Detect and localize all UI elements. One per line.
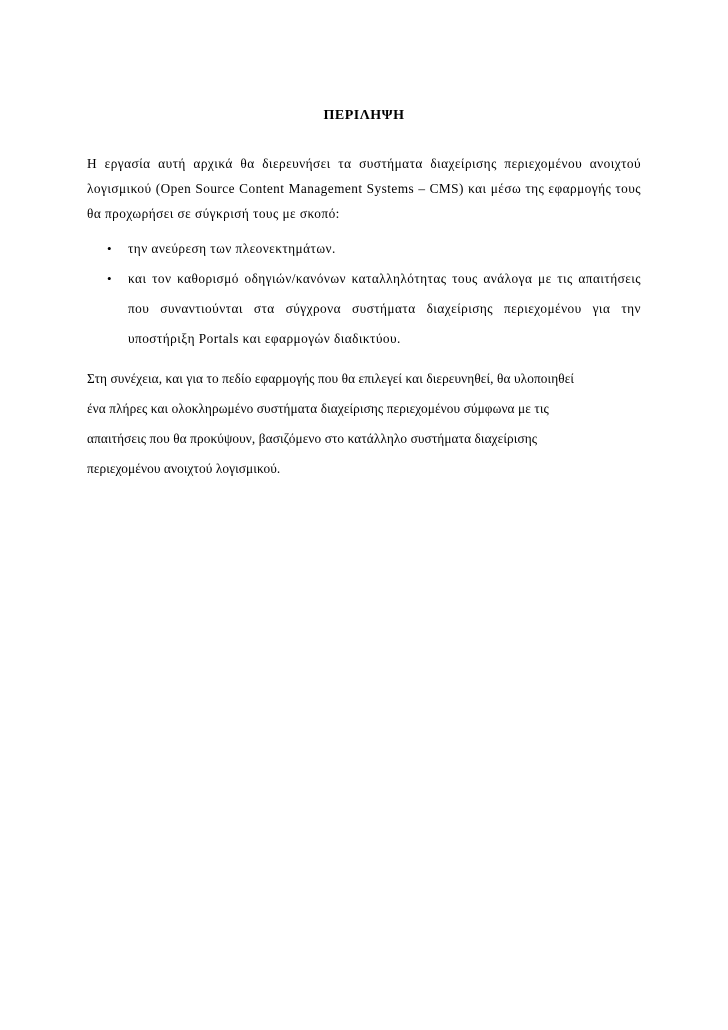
page-title xyxy=(0,108,728,124)
closing-paragraph xyxy=(87,364,641,484)
list-item-text: την ανεύρεση των πλεονεκτημάτων. xyxy=(128,241,336,256)
bullet-icon: • xyxy=(107,271,113,286)
page-title-text: ΠΕΡΙΛΗΨΗ xyxy=(323,108,405,123)
closing-line: ένα πλήρες και ολοκληρωμένο συστήματα διαχείρισης περιεχομένου σύμφωνα με τις xyxy=(87,401,549,416)
list-item-text: και τον καθορισμό οδηγιών/κανόνων καταλληλότητας τους ανάλογα με τις απαιτήσεις που συναντιούνται στα σύγχρονα συστήματα διαχείρισης περιεχομένου για την υποστήριξη Portals και εφαρμογών διαδικτύου. xyxy=(128,271,641,346)
intro-paragraph: Η εργασία αυτή αρχικά θα διερευνήσει τα συστήματα διαχείρισης περιεχομένου ανοιχτού λογισμικού (Open Source Content Management Systems – CMS) και μέσω της εφαρμογής τους θα προχωρήσει σε σύγκρισή τους με σκοπό: xyxy=(87,156,641,221)
closing-line: Στη συνέχεια, και για το πεδίο εφαρμογής που θα επιλεγεί και διερευνηθεί, θα υλοποιηθεί xyxy=(87,371,575,386)
bullet-icon: • xyxy=(107,241,113,256)
closing-line: περιεχομένου ανοιχτού λογισμικού. xyxy=(87,461,281,476)
list-item xyxy=(87,234,641,264)
closing-line: απαιτήσεις που θα προκύψουν, βασιζόμενο στο κατάλληλο συστήματα διαχείρισης xyxy=(87,431,538,446)
bullet-list xyxy=(87,234,641,354)
list-item xyxy=(87,264,641,354)
